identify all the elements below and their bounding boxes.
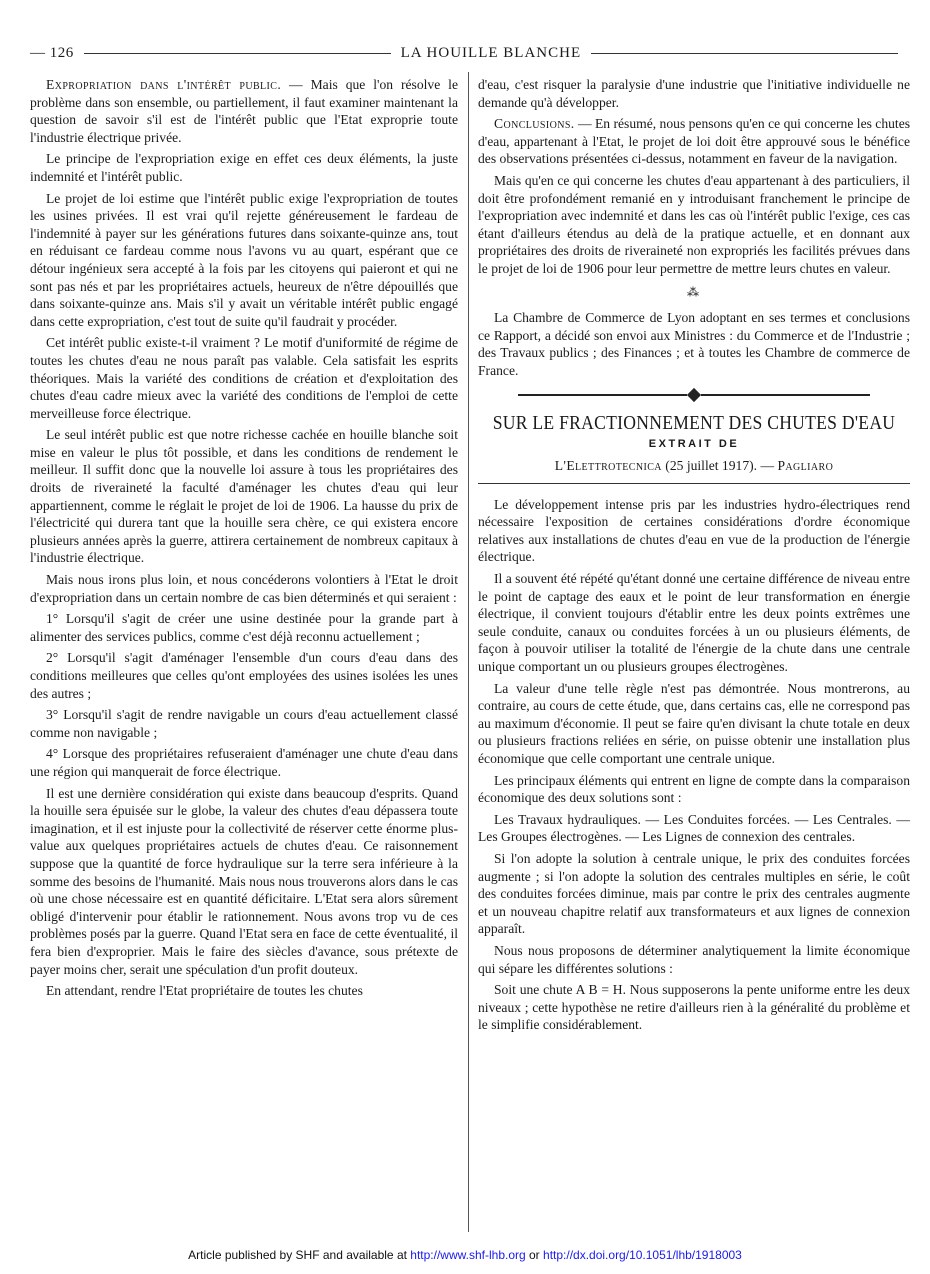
paragraph: Le principe de l'expropriation exige en effet ces deux éléments, la juste indemnité et l'intérêt public.	[30, 151, 458, 184]
column-divider	[468, 72, 469, 1232]
paragraph	[30, 76, 458, 146]
list-item: 2° Lorsqu'il s'agit d'aménager l'ensemble d'un cours d'eau dans des conditions meilleures que celles qu'ont employées des usines isolées les unes des autres ;	[30, 650, 458, 701]
paragraph: Les principaux éléments qui entrent en ligne de compte dans la comparaison économique des deux solutions sont :	[478, 772, 910, 806]
paragraph-text: — Mais que l'on résolve le problème dans son ensemble, ou partiellement, il faut examiner maintenant la question de savoir s'il est de l'intérêt public que l'Etat exproprie toute l'industrie électrique privée.	[30, 77, 458, 145]
list-item: 3° Lorsqu'il s'agit de rendre navigable un cours d'eau actuellement classé comme non navigable ;	[30, 707, 458, 740]
divider-line-left	[518, 394, 687, 396]
source-journal: L'Elettrotecnica	[554, 458, 662, 474]
footer-text: Article published by SHF and available at	[188, 1248, 411, 1262]
section-lead: Conclusions.	[494, 116, 575, 132]
paragraph	[478, 115, 910, 168]
paragraph: Le seul intérêt public est que notre richesse cachée en houille blanche soit mise en valeur le plus tôt possible, et dans les conditions de rendement le meilleur. Il suffit donc que la nouvelle loi assure à tous les propriétaires des droits de riveraineté la faculté d'aménager les chutes d'eau qui leur appartiennent, comme le réglait le projet de loi de 1906. La hausse du prix de l'électricité qui durera tant que la houille sera chère, ce qui existera encore plusieurs années après la guerre, attirera certainement de nombreux capitaux à l'industrie électrique.	[30, 427, 458, 566]
footer-separator: or	[525, 1248, 544, 1262]
right-column	[478, 76, 910, 1038]
paragraph: Cet intérêt public existe-t-il vraiment ? Le motif d'uniformité de régime de toutes les chutes d'eau ne nous paraît pas valable. Cela satisfait les esprits théoriques. Mais la variété des conditions de création et d'exploitation des chutes d'eau cadre mieux avec la variété des conditions de l'emploi de cette merveilleuse force électrique.	[30, 335, 458, 421]
footer-link-shf[interactable]: http://www.shf-lhb.org	[410, 1248, 526, 1262]
list-item: 1° Lorsqu'il s'agit de créer une usine destinée pour la grande part à alimenter des services publics, comme c'est déjà reconnu actuellement ;	[30, 611, 458, 644]
left-column	[30, 76, 458, 1004]
page-footer	[0, 1248, 930, 1262]
article-title: SUR LE FRACTIONNEMENT DES CHUTES D'EAU	[492, 411, 896, 434]
journal-title: LA HOUILLE BLANCHE	[400, 44, 582, 61]
paragraph: Les Travaux hydrauliques. — Les Conduites forcées. — Les Centrales. — Les Groupes électrogènes. — Les Lignes de connexion des centrales.	[478, 811, 910, 845]
paragraph: Nous nous proposons de déterminer analytiquement la limite économique qui sépare les différentes solutions :	[478, 942, 910, 976]
divider-line-right	[701, 394, 870, 396]
paragraph-text: — En résumé, nous pensons qu'en ce qui concerne les chutes d'eau, appartenant à l'Etat, le projet de loi doit être approuvé sous le bénéfice des observations présentées ci-dessus, notamment en faveur de la navigation.	[478, 116, 911, 167]
page-number: — 126	[30, 44, 74, 61]
source-author: Pagliaro	[777, 458, 834, 474]
article-source	[478, 457, 910, 475]
section-rule	[478, 483, 910, 484]
paragraph: Si l'on adopte la solution à centrale unique, le prix des conduites forcées augmente ; si l'on adopte la solution des centrales multiples en série, le coût des conduites forcées diminue, mais par contre le prix des centrales augmente et un nouveau chapitre relatif aux transformateurs et aux lignes de connexion apparaît.	[478, 850, 910, 937]
paragraph: La Chambre de Commerce de Lyon adoptant en ses termes et conclusions ce Rapport, a décidé son envoi aux Ministres : du Commerce et de l'Industrie ; des Travaux publics ; des Finances ; et à toutes les Chambre de commerce de France.	[478, 310, 910, 378]
page-header	[30, 44, 908, 62]
header-rule-left	[84, 53, 391, 54]
source-date: (25 juillet 1917). —	[661, 458, 778, 474]
paragraph: En attendant, rendre l'Etat propriétaire de toutes les chutes	[46, 983, 363, 999]
section-lead: Expropriation dans l'intérêt public.	[46, 77, 282, 92]
list-item: 4° Lorsque des propriétaires refuseraient d'aménager une chute d'eau dans une région qui manquerait de force électrique.	[30, 746, 458, 779]
paragraph: Soit une chute A B = H. Nous supposerons la pente uniforme entre les deux niveaux ; cette hypothèse ne retire d'ailleurs rien à la généralité du problème et le simplifie considérablement.	[478, 982, 910, 1033]
section-divider	[518, 390, 870, 400]
paragraph: La valeur d'une telle règle n'est pas démontrée. Nous montrerons, au contraire, au cours de cette étude, que, dans certains cas, elle ne correspond pas au maximum d'économie. Il peut se faire qu'en divisant la chute totale en deux ou plusieurs fractions reliées en série, on puisse obtenir une installation plus économique que celle comportant une centrale unique.	[478, 680, 910, 766]
paragraph: Mais qu'en ce qui concerne les chutes d'eau appartenant à des particuliers, il doit être profondément remanié en y introduisant franchement le principe de l'expropriation avec indemnité et dans les cas où l'intérêt public l'exige, ces cas étant d'ailleurs étendus au delà de la pratique actuelle, et en donnant aux propriétaires des droits de riveraineté non expropriés les facilités prévues dans le projet de loi de 1906 pour leur permettre de mettre leurs chutes en valeur.	[478, 172, 910, 276]
asterism: ⁂	[687, 284, 701, 299]
paragraph: Le projet de loi estime que l'intérêt public exige l'expropriation de toutes les usines privées. Il est vrai qu'il rejette généreusement le fardeau de l'indemnité à payer sur les générations futures dans soixante-quinze ans, tout en réduisant ce fardeau comme nous l'avons vu au quart, espérant que ce détour ingénieux sera accepté à la fois par les citoyens qui paieront et qui ne sont pas nés et par les propriétaires actuels, heureux de n'être dépouillés que dans soixante-quinze ans. Mais s'il y avait un véritable intérêt public engagé dans cette expropriation, c'est tout de suite qu'il faudrait y procéder.	[30, 190, 458, 329]
paragraph: Mais nous irons plus loin, et nous concéderons volontiers à l'Etat le droit d'expropriation dans un certain nombre de cas bien déterminés et qui seraient :	[30, 572, 458, 605]
paragraph: d'eau, c'est risquer la paralysie d'une industrie que l'initiative individuelle ne demande qu'à développer.	[478, 77, 910, 110]
paragraph: Il a souvent été répété qu'étant donné une certaine différence de niveau entre le point de captage des eaux et le point de leur transformation en énergie électrique, il convient toujours d'établir entre les deux points extrêmes une seule conduite, canaux ou conduites forcées à un ou plusieurs éléments, de façon à pouvoir utiliser la totalité de l'énergie de la chute dans une centrale unique comportant un ou plusieurs groupes électrogènes.	[478, 571, 910, 675]
footer-link-doi[interactable]: http://dx.doi.org/10.1051/lhb/1918003	[543, 1248, 742, 1262]
divider-diamond	[687, 387, 701, 401]
paragraph: Il est une dernière considération qui existe dans beaucoup d'esprits. Quand la houille sera épuisée sur le globe, la valeur des chutes d'eau dépassera toute imagination, et il est injuste pour la collectivité de réserver cette énorme plus-value aux quelques propriétaires actuels de chutes d'eau. Ce raisonnement suppose que la quantité de force hydraulique sur la terre sera inférieure à la somme des besoins de l'humanité. Mais nous nous trouverons alors dans le cas où une chose nécessaire est en quantité déficitaire. L'Etat sera alors sûrement obligé d'intervenir pour établir le rationnement. Nous avons trop vu de ces problèmes posés par la guerre. Quand l'Etat sera en face de cette éventualité, il fera bien d'exproprier. Mais le faire des siècles d'avance, sous prétexte de payer moins cher, serait une spéculation d'un profit douteux.	[30, 785, 458, 977]
header-rule-right	[591, 53, 898, 54]
paragraph: Le développement intense pris par les industries hydro-électriques rend nécessaire l'exposition de certaines considérations d'ordre économique relatives aux installations de chutes d'eau en vue de la production de l'énergie électrique.	[478, 496, 910, 565]
article-subtitle: EXTRAIT DE	[648, 437, 740, 450]
